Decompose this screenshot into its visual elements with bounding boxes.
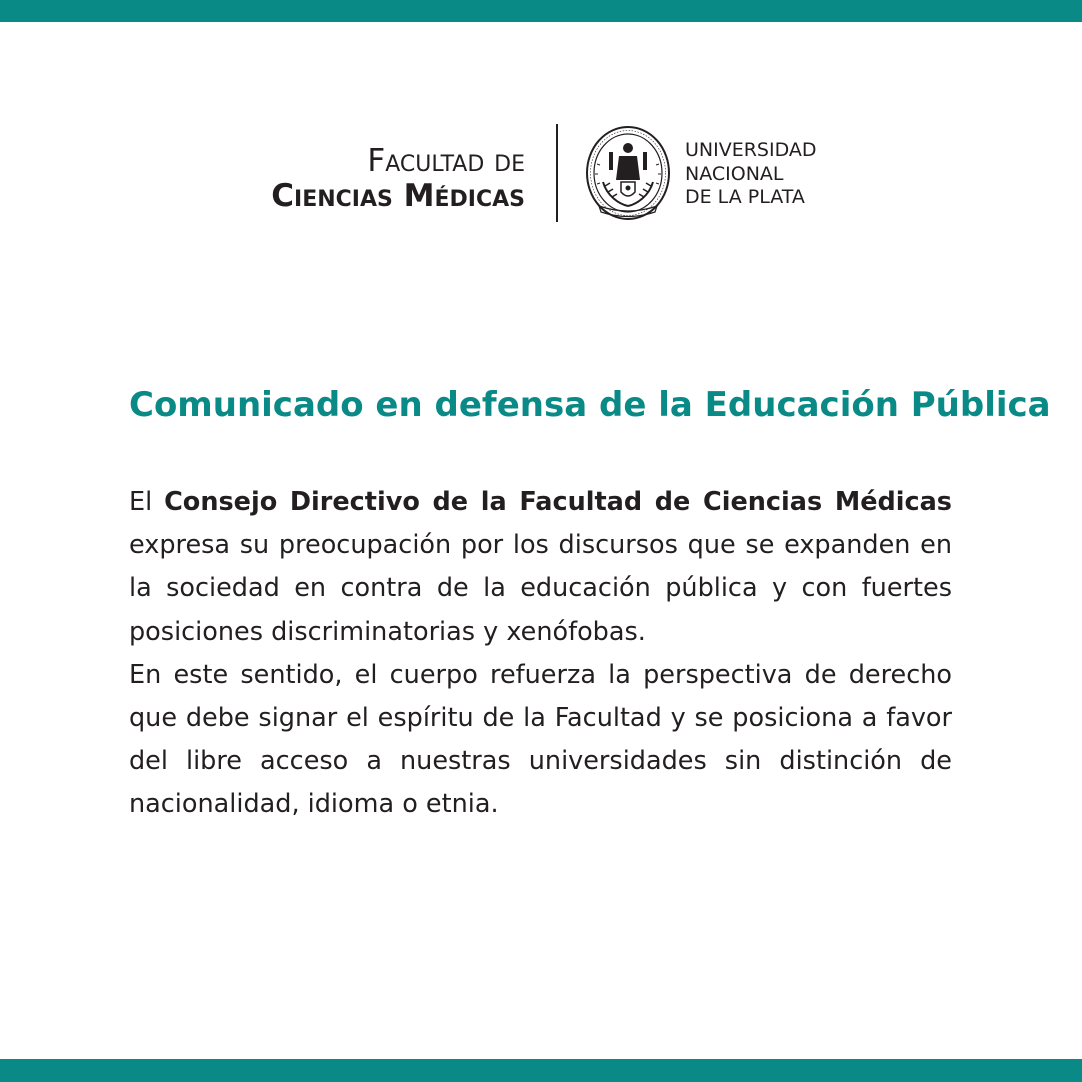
faculty-name-line1: Facultad de — [367, 143, 525, 179]
statement-paragraph-1 — [129, 481, 952, 654]
university-name-line3: DE LA PLATA — [685, 186, 805, 208]
top-accent-band — [0, 0, 1082, 22]
faculty-logotype — [271, 144, 525, 214]
unlp-seal-icon — [585, 124, 671, 222]
paragraph-1-rest: expresa su preocupación por los discursos que se expanden en la sociedad en contra de la educación pública y con fuertes posiciones discriminatorias y xenófobas. — [129, 530, 952, 647]
council-name: Consejo Directivo de la Facultad de Ciencias Médicas — [164, 487, 952, 517]
university-logotype — [685, 139, 817, 210]
statement-body — [129, 481, 952, 827]
university-name-line2: NACIONAL — [685, 162, 784, 185]
statement-paragraph-2: En este sentido, el cuerpo refuerza la perspectiva de derecho que debe signar el espíritu de la Facultad y se posiciona a favor del libre acceso a nuestras universidades sin distinción de nacionalidad, idioma o etnia. — [129, 659, 952, 820]
university-name-line1: UNIVERSIDAD — [685, 139, 817, 161]
page-title: Comunicado en defensa de la Educación Pública — [129, 385, 1051, 425]
faculty-name-line2: Ciencias Médicas — [271, 178, 525, 214]
paragraph-1-lead: El — [129, 487, 165, 517]
header-divider — [556, 124, 558, 222]
bottom-accent-band — [0, 1059, 1082, 1082]
header-logos — [0, 124, 1082, 222]
